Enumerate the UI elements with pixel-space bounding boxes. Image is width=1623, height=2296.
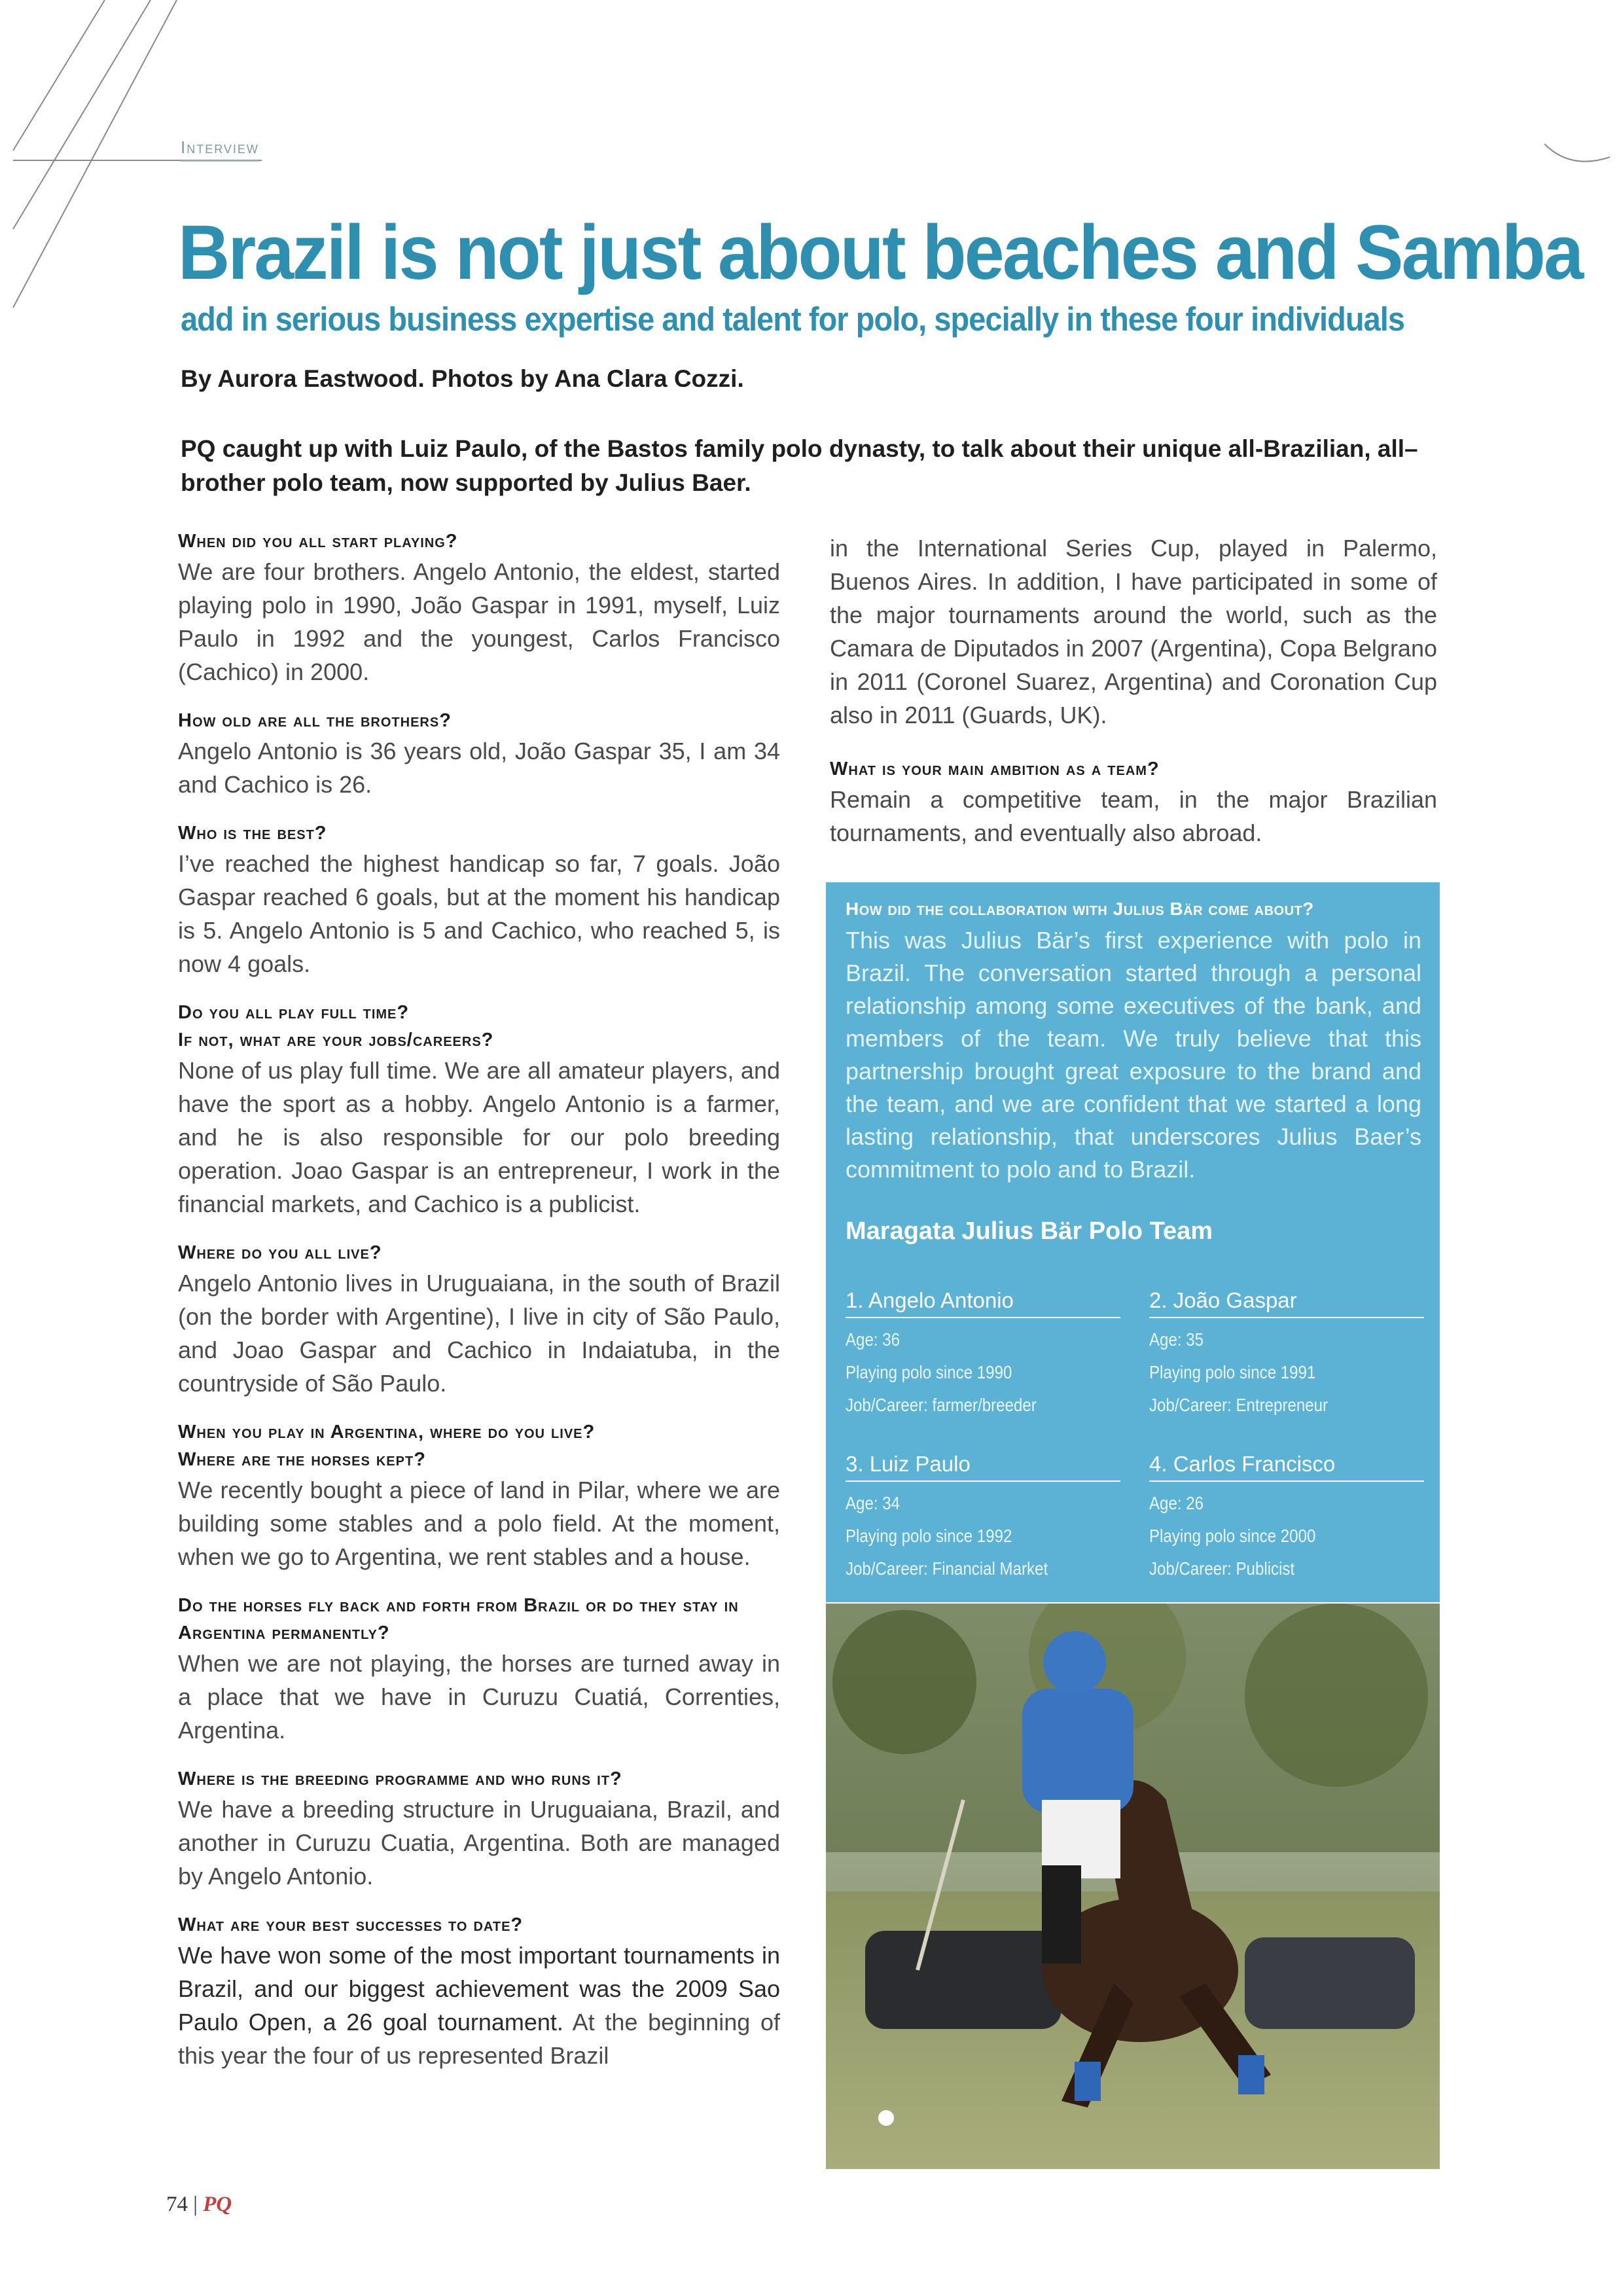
qa-block	[178, 819, 780, 980]
qa-block	[178, 528, 780, 689]
qa-block	[178, 1592, 780, 1747]
question-part-2: Where are the horses kept?	[178, 1449, 426, 1470]
box-question: How did the collaboration with Julius Bär come about?	[846, 899, 1314, 919]
player-name: 1. Angelo Antonio	[846, 1288, 1120, 1318]
player-job: Job/Career: Financial Market	[846, 1558, 1048, 1579]
player-name: 2. João Gaspar	[1149, 1288, 1424, 1318]
player-since: Playing polo since 1990	[846, 1362, 1012, 1382]
question: When you play in Argentina, where do you live?	[178, 1422, 596, 1443]
question: Do the horses fly back and forth from Brazil or do they stay in Argentina permanently?	[178, 1595, 739, 1643]
standfirst: PQ caught up with Luiz Paulo, of the Bastos family polo dynasty, to talk about their unique all-Brazilian, all–brother polo team, now supported by Julius Baer.	[181, 435, 1418, 496]
headline: Brazil is not just about beaches and Samba	[178, 209, 1582, 296]
player-card	[1149, 1288, 1424, 1422]
right-column	[830, 531, 1437, 850]
answer-continued: At the beginning of this year the four of us represented Brazil	[178, 2009, 781, 2069]
player-since: Playing polo since 1992	[846, 1526, 1012, 1546]
answer: Angelo Antonio lives in Uruguaiana, in the south of Brazil (on the border with Argentine), I live in city of São Paulo, and Joao Gaspar and Cachico in Indaiatuba, in the countryside of São Paulo.	[178, 1270, 780, 1397]
answer: We have a breeding structure in Uruguaiana, Brazil, and another in Curuzu Cuatia, Argentina. Both are managed by Angelo Antonio.	[178, 1796, 780, 1890]
answer: Angelo Antonio is 36 years old, João Gaspar 35, I am 34 and Cachico is 26.	[178, 738, 780, 798]
page-footer	[166, 2193, 232, 2217]
question: What are your best successes to date?	[178, 1914, 524, 1935]
qa-block	[178, 1239, 780, 1400]
player-age: Age: 35	[1149, 1329, 1204, 1350]
polo-player-photo	[826, 1604, 1440, 2169]
player-age: Age: 36	[846, 1329, 901, 1350]
question: What is your main ambition as a team?	[830, 759, 1160, 780]
magazine-brand: PQ	[203, 2193, 232, 2216]
player-since: Playing polo since 1991	[1149, 1362, 1316, 1382]
answer: I’ve reached the highest handicap so far, 7 goals. João Gaspar reached 6 goals, but at the moment his handicap is 5. Angelo Antonio is 5 and Cachico, who reached 5, is now 4 goals.	[178, 850, 780, 977]
player-age: Age: 26	[1149, 1493, 1204, 1513]
answer: None of us play full time. We are all amateur players, and have the sport as a hobby. Angelo Antonio is a farmer, and he is also responsible for our polo breeding operation. Joao Gaspar is an entrepreneur, I work in the financial markets, and Cachico is a publicist.	[178, 1057, 780, 1217]
footer-separator: |	[193, 2193, 204, 2216]
page-number: 74	[166, 2193, 188, 2216]
team-title: Maragata Julius Bär Polo Team	[846, 1217, 1213, 1245]
player-job: Job/Career: Publicist	[1149, 1558, 1295, 1579]
box-answer: This was Julius Bär’s first experience with polo in Brazil. The conversation started through a personal relationship among some executives of the bank, and members of the team. We truly believe that this partnership brought great exposure to the brand and the team, and we are confident that we started a long lasting relationship, that underscores Julius Baer’s commitment to polo and to Brazil.	[846, 927, 1421, 1183]
photo-illustration	[826, 1604, 1440, 2169]
answer: We recently bought a piece of land in Pilar, where we are building some stables and a polo field. At the moment, when we go to Argentina, we rent stables and a house.	[178, 1477, 780, 1570]
player-name: 3. Luiz Paulo	[846, 1452, 1120, 1482]
sponsor-box	[826, 882, 1440, 1602]
question-part-2: If not, what are your jobs/careers?	[178, 1030, 494, 1050]
question: Where do you all live?	[178, 1242, 382, 1263]
qa-block	[178, 707, 780, 801]
player-card	[846, 1452, 1120, 1585]
byline: By Aurora Eastwood. Photos by Ana Clara Cozzi.	[181, 365, 744, 392]
question: Do you all play full time?	[178, 1002, 410, 1023]
player-card	[846, 1288, 1120, 1422]
question: When did you all start playing?	[178, 531, 458, 552]
question: Who is the best?	[178, 823, 327, 844]
qa-block	[178, 1911, 780, 2072]
question: Where is the breeding programme and who runs it?	[178, 1768, 622, 1789]
answer-highlight: We have won some of the most important tournaments in Brazil, and our biggest achievement was the 2009 Sao Paulo Open, a 26 goal tournament.	[178, 1942, 780, 2036]
question: How old are all the brothers?	[178, 710, 452, 731]
left-column	[178, 528, 780, 2090]
player-since: Playing polo since 2000	[1149, 1526, 1316, 1546]
answer-continued: in the International Series Cup, played in Palermo, Buenos Aires. In addition, I have participated in some of the major tournaments around the world, such as the Camara de Diputados in 2007 (Argentina), Copa Belgrano in 2011 (Coronel Suarez, Argentina) and Coronation Cup also in 2011 (Guards, UK).	[830, 535, 1437, 728]
answer: Remain a competitive team, in the major Brazilian tournaments, and eventually also abroad.	[830, 786, 1437, 846]
qa-block	[178, 1765, 780, 1893]
player-name: 4. Carlos Francisco	[1149, 1452, 1424, 1482]
section-label: Interview	[181, 137, 259, 162]
player-job: Job/Career: farmer/breeder	[846, 1395, 1037, 1415]
subheadline: add in serious business expertise and talent for polo, specially in these four individuals	[181, 300, 1405, 338]
qa-block	[178, 999, 780, 1221]
answer	[178, 1939, 780, 2072]
answer: When we are not playing, the horses are turned away in a place that we have in Curuzu Cuatiá, Correnties, Argentina.	[178, 1650, 780, 1744]
answer: We are four brothers. Angelo Antonio, the eldest, started playing polo in 1990, João Gaspar in 1991, myself, Luiz Paulo in 1992 and the youngest, Carlos Francisco (Cachico) in 2000.	[178, 558, 780, 685]
player-job: Job/Career: Entrepreneur	[1149, 1395, 1329, 1415]
player-age: Age: 34	[846, 1493, 901, 1513]
player-card	[1149, 1452, 1424, 1585]
qa-block	[178, 1418, 780, 1573]
